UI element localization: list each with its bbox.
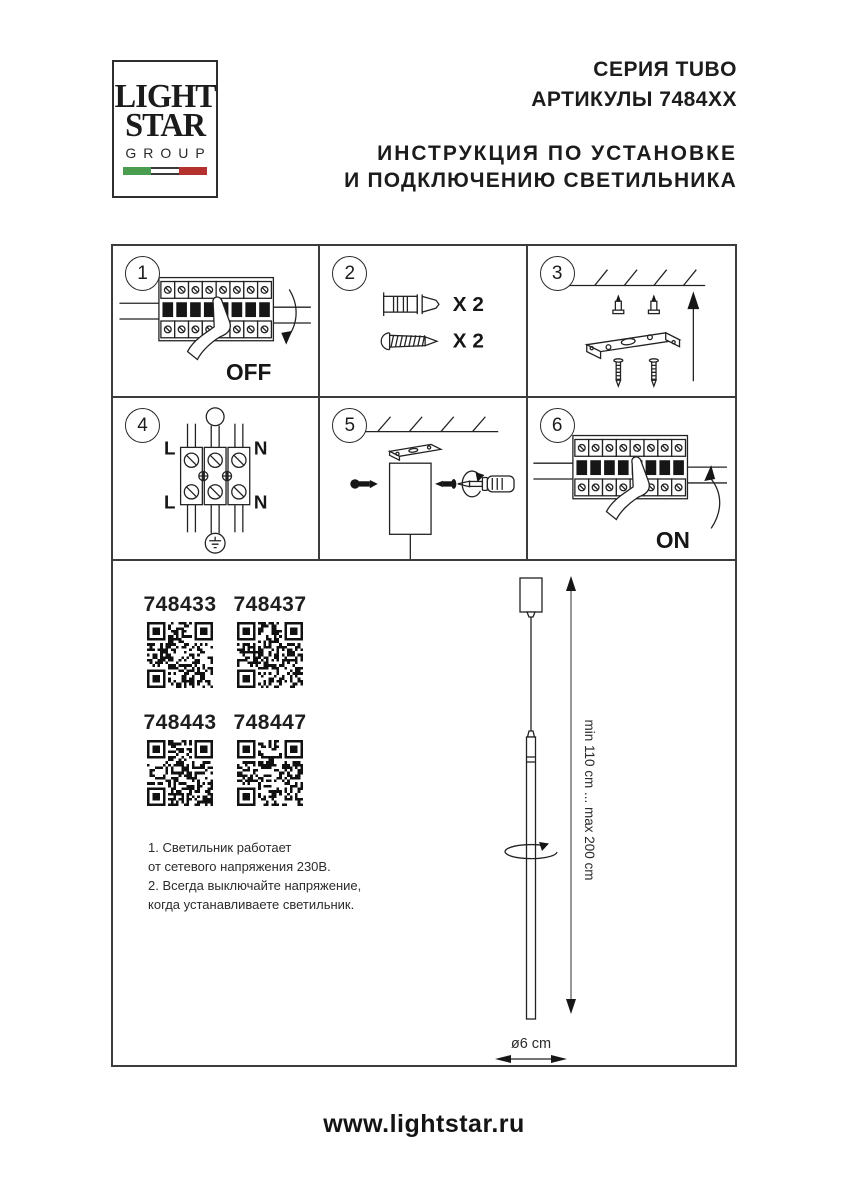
- neutral-label-bottom: N: [253, 491, 268, 513]
- step-4-cell: [113, 398, 320, 561]
- flag-red-segment: [179, 167, 207, 175]
- dowel-icon: [648, 294, 659, 313]
- neutral-label-top: N: [253, 437, 268, 459]
- screw-icon: [649, 359, 658, 386]
- dowel-qty-label: X 2: [453, 293, 485, 317]
- step-6-cell: [528, 398, 735, 561]
- mounting-bracket-icon: [390, 444, 441, 460]
- articles-title: АРТИКУЛЫ 7484XX: [531, 88, 737, 111]
- mounting-bracket-icon: [586, 333, 679, 359]
- canopy-box: [390, 463, 431, 534]
- instruction-grid: [111, 244, 737, 1067]
- arrow-down-icon: [288, 289, 296, 336]
- note-line: когда устанавливаете светильник.: [148, 897, 355, 912]
- lightstar-logo: [112, 60, 218, 198]
- safety-notes: [148, 838, 361, 914]
- note-line: 1. Светильник работает: [148, 840, 292, 855]
- article-label: 748447: [233, 711, 307, 734]
- series-title: СЕРИЯ TUBO: [593, 58, 737, 81]
- qr-code-748433: [147, 622, 213, 688]
- instruction-title-line1: ИНСТРУКЦИЯ ПО УСТАНОВКЕ: [377, 142, 737, 165]
- article-label: 748443: [143, 711, 217, 734]
- screw-icon: [351, 479, 378, 488]
- step-1-cell: [113, 246, 320, 398]
- step-2-cell: [320, 246, 527, 398]
- qr-code-748437: [237, 622, 303, 688]
- live-label-bottom: L: [164, 491, 176, 513]
- product-info-cell: [113, 561, 735, 1065]
- off-label: OFF: [226, 359, 272, 386]
- step-3-cell: [528, 246, 735, 398]
- step-2-number: 2: [332, 256, 367, 291]
- screwdriver-icon: [458, 471, 514, 497]
- height-range-label: min 110 cm ... max 200 cm: [582, 719, 597, 881]
- step-4-number: 4: [125, 408, 160, 443]
- lamp-symbol: [206, 408, 224, 426]
- logo-word-star: STAR: [125, 106, 205, 144]
- on-label: ON: [655, 527, 690, 554]
- dowel-icon: [613, 294, 624, 313]
- lamp-tube: [527, 737, 536, 1019]
- arrow-up-icon: [711, 479, 720, 528]
- earth-symbol: [205, 533, 225, 553]
- step-3-number: 3: [540, 256, 575, 291]
- step-6-number: 6: [540, 408, 575, 443]
- screw-icon: [435, 479, 456, 489]
- italian-flag-stripe: [123, 167, 207, 175]
- diameter-label: ø6 cm: [510, 1036, 552, 1052]
- qr-code-748447: [237, 740, 303, 806]
- article-label: 748433: [143, 593, 217, 616]
- flag-white-segment: [151, 167, 179, 175]
- dowel-icon: [384, 292, 439, 316]
- live-label-top: L: [164, 437, 176, 459]
- instruction-title-line2: И ПОДКЛЮЧЕНИЮ СВЕТИЛЬНИКА: [344, 169, 737, 192]
- article-label: 748437: [233, 593, 307, 616]
- step-5-number: 5: [332, 408, 367, 443]
- pendant-lamp-drawing: [469, 571, 639, 1065]
- website-url: www.lightstar.ru: [323, 1110, 525, 1138]
- screw-icon: [382, 333, 438, 350]
- note-line: 2. Всегда выключайте напряжение,: [148, 878, 362, 893]
- logo-word-group: GROUP: [125, 145, 212, 162]
- step-1-number: 1: [125, 256, 160, 291]
- qr-code-748443: [147, 740, 213, 806]
- screw-icon: [614, 359, 623, 386]
- ceiling-canopy: [520, 578, 542, 612]
- step-5-cell: [320, 398, 527, 561]
- note-line: от сетевого напряжения 230В.: [148, 859, 331, 874]
- logo-word-light: LIGHT: [114, 77, 216, 115]
- flag-green-segment: [123, 167, 151, 175]
- screw-qty-label: X 2: [453, 329, 485, 353]
